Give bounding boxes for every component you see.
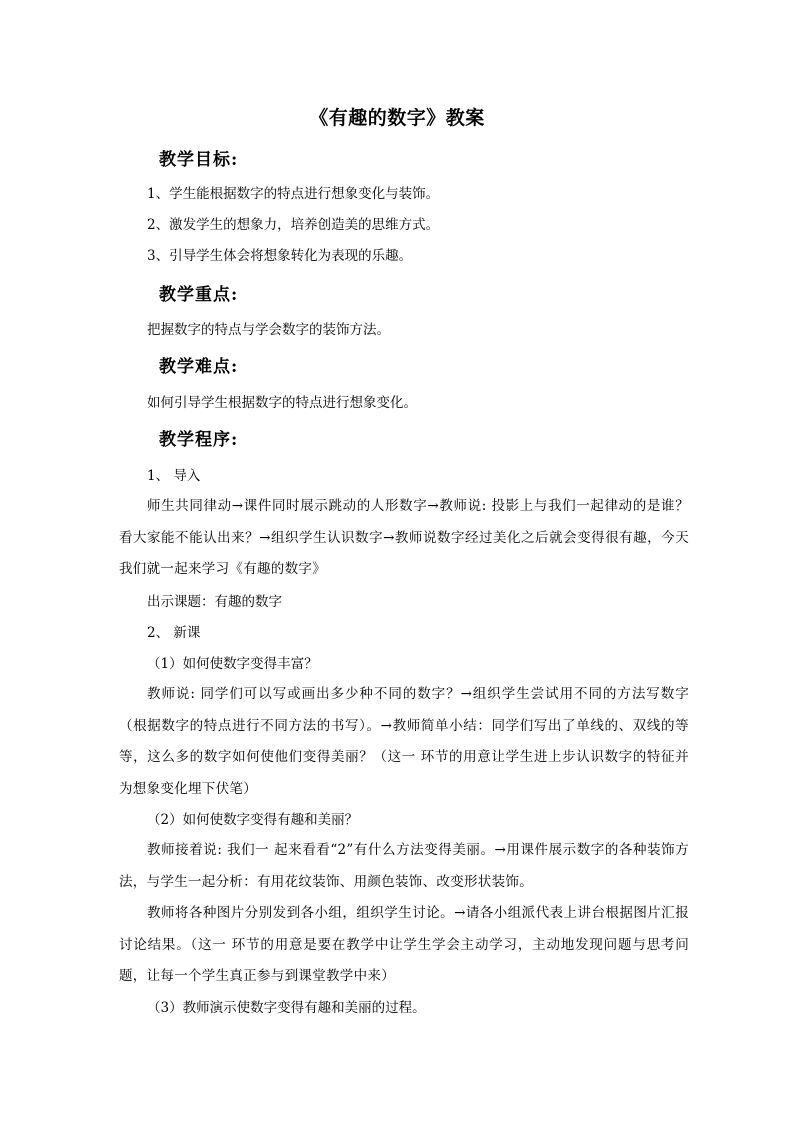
objective-item-3: 3、引导学生体会将想象转化为表现的乐趣。	[147, 248, 413, 264]
objectives-heading: 教学目标:	[159, 150, 239, 170]
question-2-paragraph-1: 教师接着说: 我们一 起来看看“2”有什么方法变得美丽。→用课件展示数字的各种装饰方法，与学生一起分析：有用花纹装饰、用颜色装饰、改变形状装饰。	[119, 842, 689, 890]
objective-item-2: 2、激发学生的想象力，培养创造美的思维方式。	[147, 217, 440, 233]
question-3: （3）教师演示使数字变得有趣和美丽的过程。	[147, 1000, 426, 1016]
difficulties-text: 如何引导学生根据数字的特点进行想象变化。	[147, 395, 417, 411]
step2-label: 2、 新课	[147, 625, 201, 641]
key-points-text: 把握数字的特点与学会数字的装饰方法。	[147, 322, 390, 338]
procedure-heading: 教学程序:	[159, 430, 239, 450]
question-1-paragraph: 教师说: 同学们可以写或画出多少种不同的数字？→组织学生尝试用不同的方法写数字（根据数字的特点进行不同方法的书写）。→教师简单小结：同学们写出了单线的、双线的等等，这么多的数字如何使他们变得美丽？（这一 环节的用意让学生进上步认识数字的特征并为想象变化埋下伏笔）	[119, 686, 689, 797]
document-title: 《有趣的数字》教案	[309, 107, 485, 129]
question-1: （1）如何使数字变得丰富？	[147, 656, 318, 672]
question-2: （2）如何使数字变得有趣和美丽？	[147, 812, 359, 828]
show-topic-line: 出示课题：有趣的数字	[147, 594, 282, 610]
step1-label: 1、 导入	[147, 468, 201, 484]
question-2-paragraph-2: 教师将各种图片分别发到各小组，组织学生讨论。→请各小组派代表上讲台根据图片汇报讨论结果。（这一 环节的用意是要在教学中让学生学会主动学习，主动地发现问题与思考问题，让每一个学生真正参与到课堂教学中来）	[119, 905, 689, 984]
step1-paragraph: 师生共同律动→课件同时展示跳动的人形数字→教师说: 投影上与我们一起律动的是谁？看大家能不能认出来？→组织学生认识数字→教师说数字经过美化之后就会变得很有趣，今天我们就一起来学习《有趣的数字》	[119, 498, 689, 577]
objective-item-1: 1、学生能根据数字的特点进行想象变化与装饰。	[147, 186, 440, 202]
key-points-heading: 教学重点:	[159, 285, 239, 305]
difficulties-heading: 教学难点:	[159, 357, 239, 377]
